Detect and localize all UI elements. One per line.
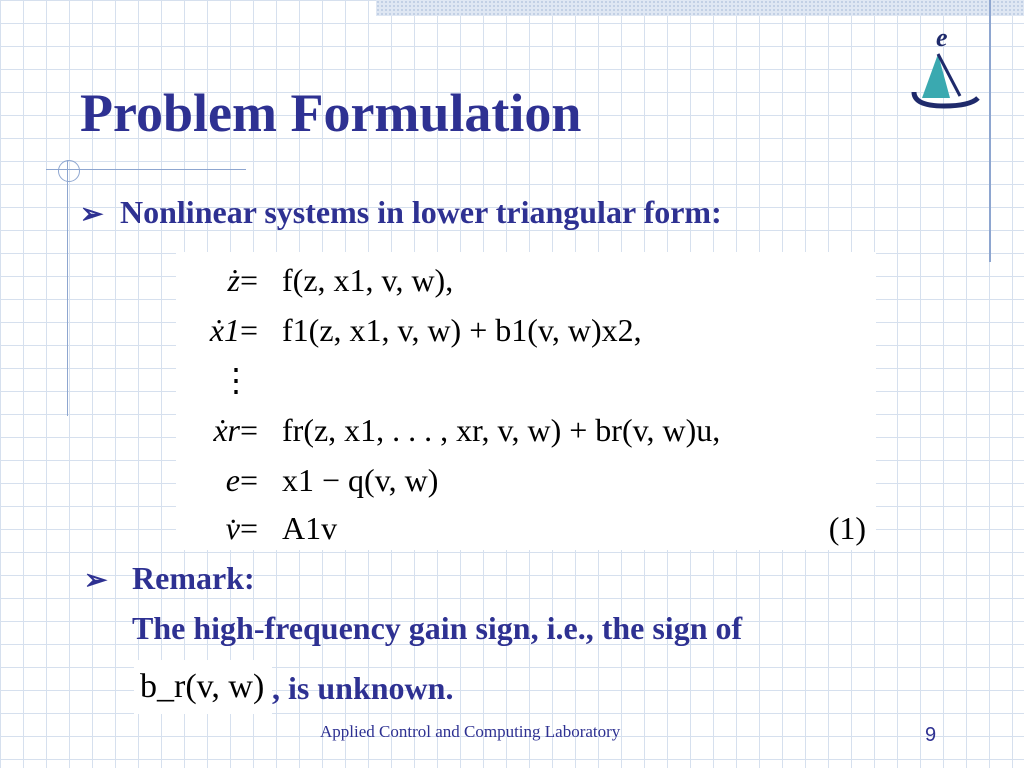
logo-triangle — [922, 54, 950, 98]
footer-lab-name: Applied Control and Computing Laboratory — [320, 722, 621, 741]
equals-sign: = — [239, 262, 259, 298]
remark-line-1: The high-frequency gain sign, i.e., the sign of — [132, 610, 743, 646]
logo-letter: e — [936, 26, 948, 52]
lab-logo-icon — [908, 26, 984, 110]
decor-vertical-line-left — [67, 160, 68, 416]
equation-lhs: ẋr — [213, 412, 240, 448]
bullet-text: Nonlinear systems in lower triangular form: — [120, 194, 722, 230]
expression-br-v-w: b_r(v, w) — [134, 660, 272, 714]
equals-sign: = — [239, 312, 259, 348]
equation-lhs: ẋ1 — [209, 312, 240, 348]
equation-rhs: A1v — [282, 510, 338, 546]
decor-crosshair-circle — [58, 160, 80, 182]
equation-lhs: v̇ — [225, 510, 240, 546]
equation-rhs: f1(z, x1, v, w) + b1(v, w)x2, — [282, 312, 642, 348]
equation-rhs: fr(z, x1, . . . , xr, v, w) + br(v, w)u, — [282, 412, 721, 448]
vertical-dots: ⋮ — [220, 362, 252, 398]
arrow-bullet-icon: ➢ — [84, 565, 108, 596]
page-number: 9 — [925, 724, 937, 746]
remark-heading: Remark: — [132, 560, 255, 596]
equals-sign: = — [239, 510, 259, 546]
equation-lhs: e — [225, 462, 240, 498]
equals-sign: = — [239, 412, 259, 448]
bullet-item-remark — [84, 560, 255, 597]
remark-line-2: , is unknown. — [272, 670, 454, 706]
bullet-item-systems — [80, 194, 722, 231]
slide-title: Problem Formulation — [80, 83, 582, 143]
decor-vertical-line-right — [989, 0, 991, 262]
arrow-bullet-icon: ➢ — [80, 199, 104, 230]
equation-panel — [176, 252, 876, 550]
equation-number: (1) — [828, 510, 866, 546]
equals-sign: = — [239, 462, 259, 498]
equation-rhs: x1 − q(v, w) — [282, 462, 439, 498]
header-band — [376, 0, 1024, 16]
equation-rhs: f(z, x1, v, w), — [282, 262, 454, 298]
equation-lhs: ż — [227, 262, 240, 298]
